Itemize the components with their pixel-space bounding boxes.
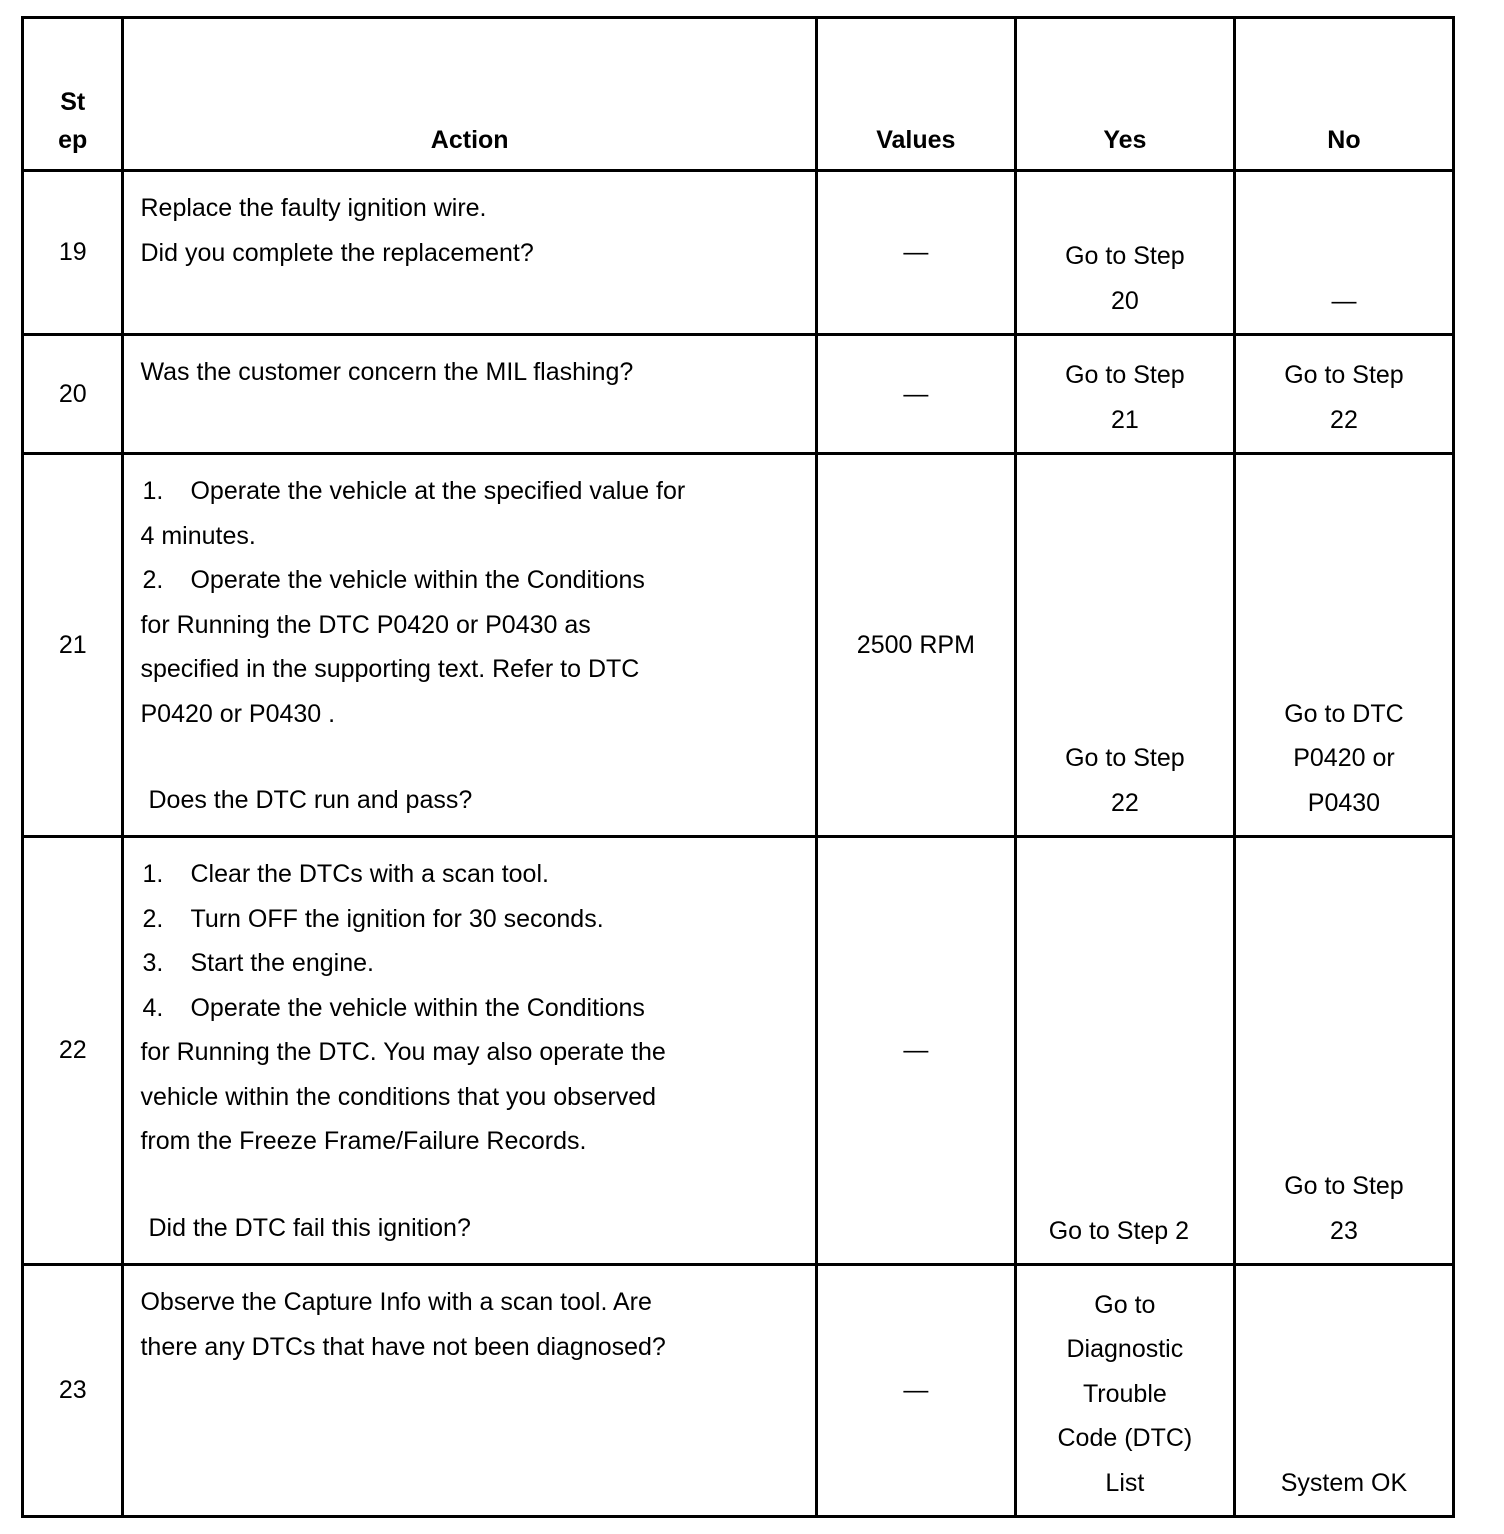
yes-line: Go to Step (1065, 242, 1185, 270)
values-cell: — (816, 837, 1015, 1265)
header-no: No (1234, 18, 1453, 171)
yes-cell (1015, 171, 1234, 335)
action-item (140, 469, 814, 514)
yes-line: Go to Step (1065, 361, 1185, 389)
spacer (140, 736, 814, 778)
yes-cell (1015, 335, 1234, 454)
no-line: 23 (1330, 1216, 1358, 1245)
step-number: 23 (23, 1265, 123, 1517)
header-values: Values (816, 18, 1015, 171)
diagnostic-table (21, 16, 1455, 1518)
header-step (23, 18, 123, 171)
item-text: Operate the vehicle within the Conditions (190, 993, 645, 1022)
step-number: 20 (23, 335, 123, 454)
no-cell (1234, 454, 1453, 837)
item-number: 2. (142, 904, 164, 933)
action-cell (123, 171, 816, 335)
table-row-step-22 (23, 837, 1454, 1265)
yes-line: Code (DTC) (1057, 1424, 1193, 1452)
action-cell (123, 1265, 816, 1517)
no-cell (1234, 1265, 1453, 1517)
item-text: Operate the vehicle at the specified value for (190, 477, 686, 505)
no-line: System OK (1280, 1468, 1408, 1497)
item-text: Operate the vehicle within the Conditions (190, 566, 645, 594)
yes-cell (1015, 837, 1234, 1265)
action-question: Does the DTC run and pass? (148, 786, 473, 814)
header-step-line: ep (58, 126, 88, 154)
action-line: Was the customer concern the MIL flashing? (140, 358, 634, 386)
table-row-step-19 (23, 171, 1454, 335)
item-number: 1. (142, 477, 164, 505)
values-cell: — (816, 335, 1015, 454)
action-line: Replace the faulty ignition wire. (140, 194, 487, 222)
action-line: 4 minutes. (140, 521, 256, 550)
values-cell: 2500 RPM (816, 454, 1015, 837)
action-line: Observe the Capture Info with a scan tool. Are (140, 1288, 652, 1316)
header-action: Action (123, 18, 816, 171)
item-text: Start the engine. (190, 949, 374, 977)
yes-line: 21 (1110, 405, 1139, 434)
action-cell (123, 454, 816, 837)
action-item (140, 941, 814, 986)
table-row-step-23 (23, 1265, 1454, 1517)
action-line: from the Freeze Frame/Failure Records. (140, 1127, 587, 1155)
yes-line: List (1105, 1468, 1145, 1497)
action-question: Did the DTC fail this ignition? (148, 1213, 471, 1242)
header-row (23, 18, 1454, 171)
action-line: vehicle within the conditions that you observed (140, 1082, 657, 1111)
no-line: Go to Step (1284, 1172, 1404, 1200)
step-number: 19 (23, 171, 123, 335)
yes-cell (1015, 1265, 1234, 1517)
table-row-step-20 (23, 335, 1454, 454)
no-line: 22 (1330, 405, 1358, 434)
header-yes: Yes (1015, 18, 1234, 171)
spacer (140, 1164, 814, 1206)
yes-line: Trouble (1082, 1379, 1167, 1408)
no-line: P0420 or (1293, 744, 1395, 772)
no-line: P0430 (1307, 788, 1381, 817)
yes-line: Go to (1094, 1290, 1156, 1319)
action-line: there any DTCs that have not been diagnosed? (140, 1332, 666, 1361)
step-number: 22 (23, 837, 123, 1265)
no-cell (1234, 837, 1453, 1265)
action-item (140, 558, 814, 603)
values-cell: — (816, 1265, 1015, 1517)
action-line: Did you complete the replacement? (140, 238, 534, 267)
yes-cell (1015, 454, 1234, 837)
no-line: — (1331, 286, 1357, 315)
values-cell: — (816, 171, 1015, 335)
item-text: Clear the DTCs with a scan tool. (190, 860, 549, 888)
header-step-line: St (60, 88, 86, 116)
yes-line: Go to Step 2 (1048, 1216, 1190, 1245)
yes-line: 22 (1110, 788, 1139, 817)
item-number: 1. (142, 860, 164, 888)
item-number: 4. (142, 993, 164, 1022)
item-number: 2. (142, 566, 164, 594)
action-item (140, 986, 814, 1031)
no-cell (1234, 335, 1453, 454)
action-item (140, 852, 814, 897)
no-cell (1234, 171, 1453, 335)
action-cell (123, 837, 816, 1265)
item-number: 3. (142, 949, 164, 977)
action-line: P0420 or P0430 . (140, 699, 336, 728)
table-row-step-21 (23, 454, 1454, 837)
action-cell (123, 335, 816, 454)
no-line: Go to Step (1284, 361, 1404, 389)
no-line: Go to DTC (1284, 699, 1404, 728)
action-line: for Running the DTC. You may also operate the (140, 1038, 666, 1066)
item-text: Turn OFF the ignition for 30 seconds. (190, 904, 604, 933)
yes-line: Go to Step (1065, 744, 1185, 772)
yes-line: Diagnostic (1066, 1335, 1184, 1363)
yes-line: 20 (1110, 286, 1139, 315)
action-item (140, 897, 814, 942)
action-line: for Running the DTC P0420 or P0430 as (140, 610, 591, 639)
action-line: specified in the supporting text. Refer to DTC (140, 655, 640, 683)
step-number: 21 (23, 454, 123, 837)
